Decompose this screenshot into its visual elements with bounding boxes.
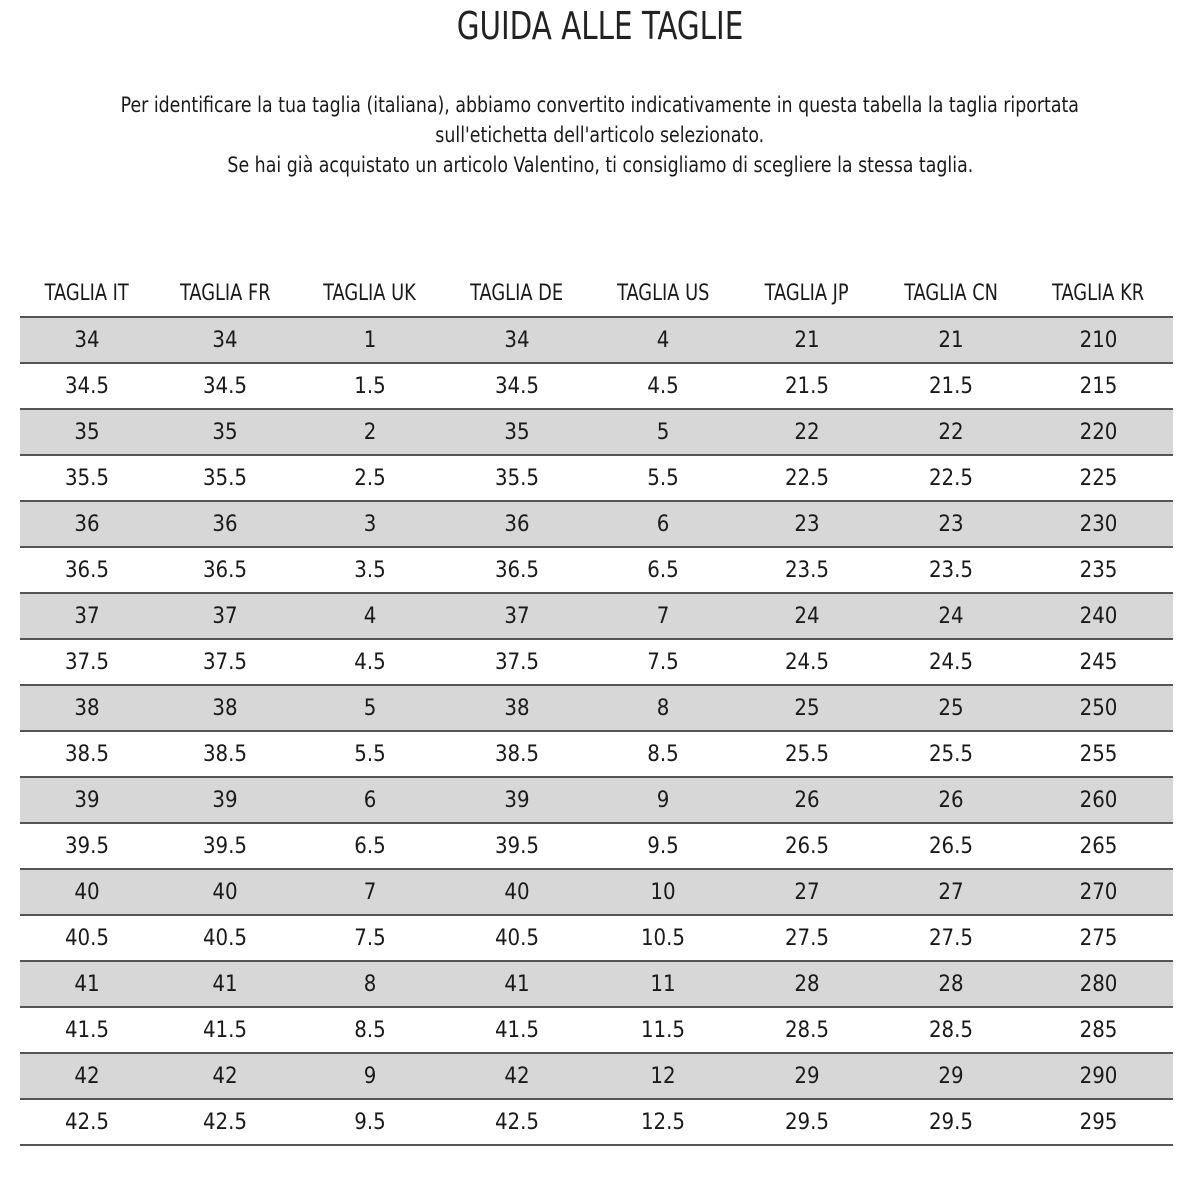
table-cell: 27.5 — [736, 915, 878, 961]
table-cell: 27.5 — [878, 915, 1024, 961]
table-cell: 22.5 — [736, 455, 878, 501]
table-cell: 12 — [590, 1053, 736, 1099]
table-cell: 41.5 — [154, 1007, 296, 1053]
table-row — [20, 1007, 1173, 1053]
table-cell: 4.5 — [296, 639, 444, 685]
table-cell: 25 — [736, 685, 878, 731]
table-cell: 4 — [296, 593, 444, 639]
column-header-taglia-cn: TAGLIA CN — [878, 270, 1024, 317]
table-row — [20, 547, 1173, 593]
table-cell: 27 — [736, 869, 878, 915]
intro-line-2: sull'etichetta dell'articolo selezionato. — [435, 123, 765, 147]
table-row — [20, 317, 1173, 363]
table-cell: 40 — [20, 869, 154, 915]
table-cell: 29 — [878, 1053, 1024, 1099]
table-cell: 39.5 — [444, 823, 590, 869]
table-cell: 29 — [736, 1053, 878, 1099]
table-cell: 42.5 — [20, 1099, 154, 1145]
table-cell: 24.5 — [736, 639, 878, 685]
table-cell: 215 — [1024, 363, 1173, 409]
table-cell: 10 — [590, 869, 736, 915]
table-cell: 4.5 — [590, 363, 736, 409]
table-cell: 28 — [878, 961, 1024, 1007]
table-cell: 6 — [590, 501, 736, 547]
table-cell: 8.5 — [296, 1007, 444, 1053]
table-header — [20, 270, 1173, 317]
table-cell: 35.5 — [154, 455, 296, 501]
table-body — [20, 317, 1173, 1145]
table-cell: 8.5 — [590, 731, 736, 777]
table-cell: 11 — [590, 961, 736, 1007]
table-cell: 35 — [444, 409, 590, 455]
header-row — [20, 270, 1173, 317]
table-cell: 10.5 — [590, 915, 736, 961]
table-cell: 22 — [878, 409, 1024, 455]
table-cell: 37.5 — [444, 639, 590, 685]
table-cell: 2 — [296, 409, 444, 455]
column-header-taglia-uk: TAGLIA UK — [296, 270, 444, 317]
table-cell: 37.5 — [20, 639, 154, 685]
table-row — [20, 777, 1173, 823]
table-cell: 9.5 — [590, 823, 736, 869]
table-cell: 23.5 — [878, 547, 1024, 593]
table-cell: 8 — [590, 685, 736, 731]
table-row — [20, 593, 1173, 639]
table-cell: 5 — [296, 685, 444, 731]
table-cell: 4 — [590, 317, 736, 363]
table-cell: 35 — [20, 409, 154, 455]
table-cell: 41 — [154, 961, 296, 1007]
table-cell: 42.5 — [444, 1099, 590, 1145]
table-cell: 40 — [444, 869, 590, 915]
table-cell: 7 — [590, 593, 736, 639]
table-row — [20, 501, 1173, 547]
table-cell: 240 — [1024, 593, 1173, 639]
table-cell: 39.5 — [154, 823, 296, 869]
table-cell: 1.5 — [296, 363, 444, 409]
table-cell: 3 — [296, 501, 444, 547]
table-cell: 12.5 — [590, 1099, 736, 1145]
table-cell: 22 — [736, 409, 878, 455]
table-cell: 21.5 — [878, 363, 1024, 409]
table-cell: 36.5 — [154, 547, 296, 593]
table-cell: 25 — [878, 685, 1024, 731]
table-row — [20, 1099, 1173, 1145]
table-cell: 5 — [590, 409, 736, 455]
table-cell: 40.5 — [20, 915, 154, 961]
table-row — [20, 409, 1173, 455]
table-cell: 36.5 — [20, 547, 154, 593]
table-cell: 39.5 — [20, 823, 154, 869]
table-cell: 34 — [20, 317, 154, 363]
table-cell: 265 — [1024, 823, 1173, 869]
table-cell: 2.5 — [296, 455, 444, 501]
table-row — [20, 915, 1173, 961]
table-cell: 34 — [444, 317, 590, 363]
table-cell: 255 — [1024, 731, 1173, 777]
table-cell: 23 — [878, 501, 1024, 547]
table-cell: 235 — [1024, 547, 1173, 593]
table-cell: 29.5 — [878, 1099, 1024, 1145]
table-cell: 37 — [20, 593, 154, 639]
table-cell: 38.5 — [20, 731, 154, 777]
table-cell: 42.5 — [154, 1099, 296, 1145]
table-cell: 230 — [1024, 501, 1173, 547]
table-cell: 38.5 — [154, 731, 296, 777]
table-cell: 40.5 — [444, 915, 590, 961]
table-cell: 270 — [1024, 869, 1173, 915]
table-row — [20, 639, 1173, 685]
table-cell: 25.5 — [878, 731, 1024, 777]
table-cell: 21 — [736, 317, 878, 363]
table-cell: 42 — [154, 1053, 296, 1099]
column-header-taglia-kr: TAGLIA KR — [1024, 270, 1173, 317]
table-cell: 250 — [1024, 685, 1173, 731]
table-cell: 41.5 — [20, 1007, 154, 1053]
table-cell: 37.5 — [154, 639, 296, 685]
table-cell: 9 — [590, 777, 736, 823]
table-cell: 24 — [878, 593, 1024, 639]
table-cell: 9 — [296, 1053, 444, 1099]
table-cell: 40 — [154, 869, 296, 915]
table-cell: 295 — [1024, 1099, 1173, 1145]
table-cell: 260 — [1024, 777, 1173, 823]
table-cell: 37 — [444, 593, 590, 639]
column-header-taglia-it: TAGLIA IT — [20, 270, 154, 317]
column-header-taglia-de: TAGLIA DE — [444, 270, 590, 317]
table-cell: 36 — [154, 501, 296, 547]
table-cell: 5.5 — [590, 455, 736, 501]
table-cell: 8 — [296, 961, 444, 1007]
table-cell: 38 — [154, 685, 296, 731]
table-row — [20, 961, 1173, 1007]
table-cell: 26 — [878, 777, 1024, 823]
table-cell: 26.5 — [736, 823, 878, 869]
table-row — [20, 455, 1173, 501]
table-cell: 39 — [444, 777, 590, 823]
table-cell: 6 — [296, 777, 444, 823]
table-cell: 24.5 — [878, 639, 1024, 685]
table-cell: 35 — [154, 409, 296, 455]
intro-line-3: Se hai già acquistato un articolo Valentino, ti consigliamo di scegliere la stessa taglia. — [227, 153, 973, 177]
table-cell: 245 — [1024, 639, 1173, 685]
table-cell: 22.5 — [878, 455, 1024, 501]
table-cell: 38 — [20, 685, 154, 731]
table-cell: 26.5 — [878, 823, 1024, 869]
table-cell: 35.5 — [444, 455, 590, 501]
page-title: GUIDA ALLE TAGLIE — [456, 4, 744, 48]
column-header-taglia-jp: TAGLIA JP — [736, 270, 878, 317]
table-cell: 28 — [736, 961, 878, 1007]
table-cell: 38.5 — [444, 731, 590, 777]
table-cell: 34.5 — [444, 363, 590, 409]
table-cell: 26 — [736, 777, 878, 823]
intro-text — [0, 90, 1200, 180]
table-row — [20, 869, 1173, 915]
table-cell: 6.5 — [296, 823, 444, 869]
table-cell: 1 — [296, 317, 444, 363]
table-row — [20, 731, 1173, 777]
table-row — [20, 1053, 1173, 1099]
table-cell: 24 — [736, 593, 878, 639]
table-cell: 11.5 — [590, 1007, 736, 1053]
size-conversion-table — [20, 270, 1173, 1146]
table-cell: 38 — [444, 685, 590, 731]
table-cell: 9.5 — [296, 1099, 444, 1145]
table-cell: 36.5 — [444, 547, 590, 593]
table-cell: 39 — [20, 777, 154, 823]
table-cell: 34.5 — [20, 363, 154, 409]
table-cell: 275 — [1024, 915, 1173, 961]
table-cell: 36 — [20, 501, 154, 547]
table-cell: 7.5 — [296, 915, 444, 961]
table-cell: 35.5 — [20, 455, 154, 501]
table-cell: 7 — [296, 869, 444, 915]
table-cell: 41 — [444, 961, 590, 1007]
table-cell: 42 — [20, 1053, 154, 1099]
table-cell: 29.5 — [736, 1099, 878, 1145]
table-cell: 25.5 — [736, 731, 878, 777]
table-cell: 28.5 — [736, 1007, 878, 1053]
table-cell: 3.5 — [296, 547, 444, 593]
table-cell: 290 — [1024, 1053, 1173, 1099]
table-cell: 280 — [1024, 961, 1173, 1007]
table-cell: 5.5 — [296, 731, 444, 777]
table-cell: 21 — [878, 317, 1024, 363]
table-cell: 27 — [878, 869, 1024, 915]
table-cell: 23 — [736, 501, 878, 547]
intro-line-1: Per identificare la tua taglia (italiana), abbiamo convertito indicativamente in questa tabella la taglia riportata — [120, 93, 1080, 117]
table-cell: 210 — [1024, 317, 1173, 363]
table-cell: 37 — [154, 593, 296, 639]
table-cell: 42 — [444, 1053, 590, 1099]
table-cell: 6.5 — [590, 547, 736, 593]
column-header-taglia-us: TAGLIA US — [590, 270, 736, 317]
table-row — [20, 823, 1173, 869]
table-cell: 36 — [444, 501, 590, 547]
table-cell: 220 — [1024, 409, 1173, 455]
table-cell: 28.5 — [878, 1007, 1024, 1053]
table-row — [20, 363, 1173, 409]
table-cell: 34 — [154, 317, 296, 363]
table-cell: 21.5 — [736, 363, 878, 409]
table-cell: 7.5 — [590, 639, 736, 685]
column-header-taglia-fr: TAGLIA FR — [154, 270, 296, 317]
table-cell: 40.5 — [154, 915, 296, 961]
table-cell: 41 — [20, 961, 154, 1007]
table-cell: 225 — [1024, 455, 1173, 501]
table-cell: 39 — [154, 777, 296, 823]
table-cell: 23.5 — [736, 547, 878, 593]
table-cell: 34.5 — [154, 363, 296, 409]
table-row — [20, 685, 1173, 731]
table-cell: 285 — [1024, 1007, 1173, 1053]
table-cell: 41.5 — [444, 1007, 590, 1053]
